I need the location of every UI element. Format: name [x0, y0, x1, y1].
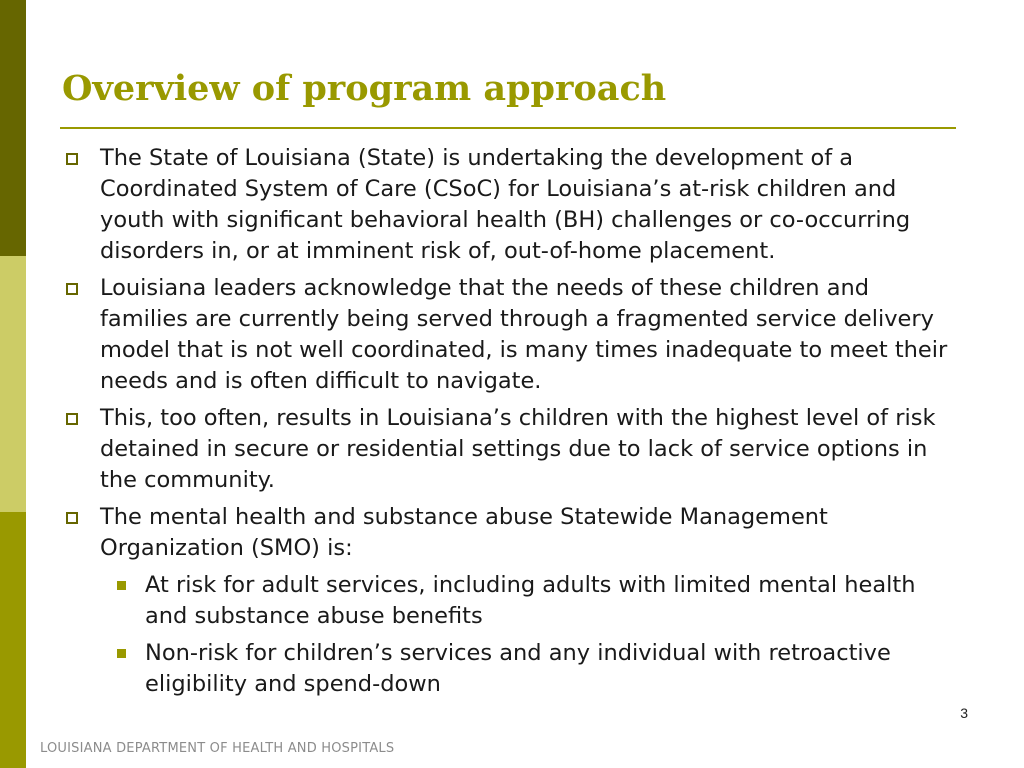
side-bar-olive	[0, 512, 26, 768]
bullet-text: Louisiana leaders acknowledge that the needs of these children and families are currently being served through a fragmented service delivery model that is not well coordinated, is many times inadequate to meet their needs and is often difficult to navigate.	[100, 275, 948, 394]
bullet-item	[62, 143, 962, 267]
hollow-square-bullet-icon	[66, 153, 78, 165]
footer-text: LOUISIANA DEPARTMENT OF HEALTH AND HOSPITALS	[40, 741, 395, 756]
sub-bullet-text: Non-risk for children’s services and any individual with retroactive eligibility and spend-down	[145, 640, 891, 697]
bullet-item	[62, 273, 962, 397]
sub-bullet-text: At risk for adult services, including adults with limited mental health and substance abuse benefits	[145, 572, 916, 629]
hollow-square-bullet-icon	[66, 283, 78, 295]
hollow-square-bullet-icon	[66, 512, 78, 524]
slide-title: Overview of program approach	[62, 68, 667, 109]
sub-bullet-list	[100, 570, 962, 700]
bullet-text: The mental health and substance abuse Statewide Management Organization (SMO) is:	[100, 504, 828, 561]
filled-square-bullet-icon	[117, 649, 126, 658]
sub-bullet-item	[107, 570, 962, 632]
side-bar-dark	[0, 0, 26, 256]
side-bar-light	[0, 256, 26, 512]
bullet-item	[62, 502, 962, 700]
bullet-text: This, too often, results in Louisiana’s children with the highest level of risk detained in secure or residential settings due to lack of service options in the community.	[100, 405, 936, 493]
sub-bullet-item	[107, 638, 962, 700]
bullet-list	[62, 143, 962, 706]
hollow-square-bullet-icon	[66, 413, 78, 425]
bullet-item	[62, 403, 962, 496]
page-number: 3	[960, 705, 968, 721]
bullet-text: The State of Louisiana (State) is undertaking the development of a Coordinated System of Care (CSoC) for Louisiana’s at-risk children and youth with significant behavioral health (BH) challenges or co-occurring disorders in, or at imminent risk of, out-of-home placement.	[100, 145, 911, 264]
filled-square-bullet-icon	[117, 581, 126, 590]
title-divider	[60, 127, 956, 129]
